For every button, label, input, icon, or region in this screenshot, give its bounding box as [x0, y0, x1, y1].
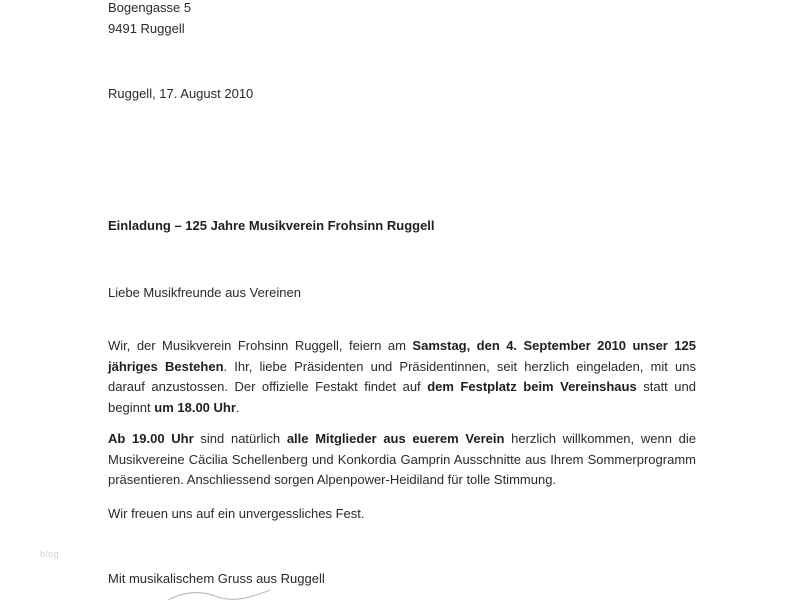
- sender-city: 9491 Ruggell: [108, 21, 185, 36]
- salutation: Liebe Musikfreunde aus Vereinen: [108, 285, 301, 300]
- paragraph-bold-members: alle Mitglieder aus euerem Verein: [286, 431, 505, 446]
- paragraph-text: statt und beginnt: [108, 379, 696, 415]
- paragraph-text: sind natürlich: [193, 431, 287, 446]
- paragraph-bold-date: Samstag, den 4. September 2010 unser 125 jähriges Bestehen: [108, 338, 696, 374]
- body-paragraph-program: [108, 429, 696, 491]
- letter-subject: Einladung – 125 Jahre Musikverein Frohsinn Ruggell: [108, 218, 435, 233]
- paragraph-bold-time: Ab 19.00 Uhr: [108, 431, 194, 446]
- signature-stroke: [160, 584, 280, 600]
- paragraph-text: .: [235, 399, 240, 415]
- closing-sentence: Wir freuen uns auf ein unvergessliches Fest.: [108, 506, 365, 521]
- closing-greeting: Mit musikalischem Gruss aus Ruggell: [108, 571, 325, 586]
- paragraph-text: herzlich willkommen, wenn die Musikvereine Cäcilia Schellenberg und Konkordia Gamprin Ausschnitte aus Ihrem Sommerprogramm präsentieren. Anschliessend sorgen Alpenpower-Heidiland für tolle Stimmung.: [108, 431, 697, 487]
- body-paragraph-invitation: [108, 336, 696, 418]
- paragraph-bold-location: dem Festplatz beim Vereinshaus: [427, 379, 637, 394]
- paragraph-text: Wir, der Musikverein Frohsinn Ruggell, feiern am: [108, 338, 413, 353]
- date-line: Ruggell, 17. August 2010: [108, 86, 254, 101]
- sender-street: Bogengasse 5: [108, 0, 192, 15]
- paragraph-text: . Ihr, liebe Präsidenten und Präsidentinnen, seit herzlich eingeladen, mit uns darauf anzustossen. Der offizielle Festakt findet auf: [108, 358, 696, 394]
- watermark-text: blog: [40, 549, 60, 559]
- paragraph-bold-time: um 18.00 Uhr: [154, 399, 236, 415]
